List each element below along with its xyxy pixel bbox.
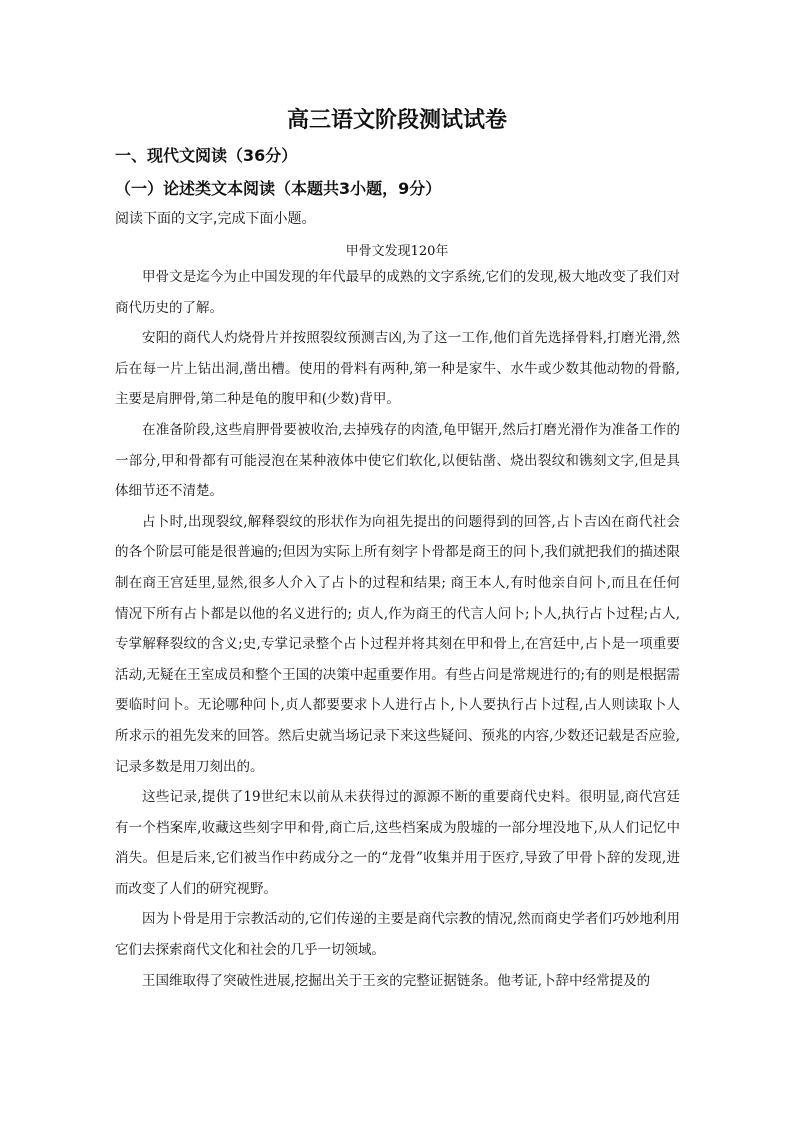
exam-title: 高三语文阶段测试试卷 (286, 107, 507, 133)
subsection-heading: （一）论述类文本阅读（本题共3小题，9分） (115, 179, 442, 198)
paragraph: 王国维取得了突破性进展,挖掘出关于王亥的完整证据链条。他考证,卜辞中经常提及的 (142, 972, 651, 989)
paragraph: 因为卜骨是用于宗教活动的,它们传递的主要是商代宗教的情况,然而商史学者们巧妙地利用它们去探索商代文化和社会的几乎一切领域。 (115, 911, 680, 959)
paragraph: 在准备阶段,这些肩胛骨要被收治,去掉残存的肉渣,龟甲锯开,然后打磨光滑作为准备工作的一部分,甲和骨都有可能浸泡在某种液体中使它们软化,以便钻凿、烧出裂纹和镌刻文字,但是具体细节还不清楚。 (115, 421, 680, 500)
article-title: 甲骨文发现120年 (345, 244, 449, 259)
article-body (115, 262, 680, 996)
paragraph: 安阳的商代人灼烧骨片并按照裂纹预测吉凶,为了这一工作,他们首先选择骨料,打磨光滑,然后在每一片上钻出洞,凿出槽。使用的骨料有两种,第一种是家牛、水牛或少数其他动物的骨骼,主要是肩胛骨,第二种是龟的腹甲和(少数)背甲。 (115, 330, 680, 408)
reading-instruction: 阅读下面的文字,完成下面小题。 (115, 211, 316, 227)
paragraph: 甲骨文是迄今为止中国发现的年代最早的成熟的文字系统,它们的发现,极大地改变了我们对商代历史的了解。 (115, 269, 680, 316)
paragraph: 占卜时,出现裂纹,解释裂纹的形状作为向祖先提出的问题得到的回答,占卜吉凶在商代社会的各个阶层可能是很普遍的;但因为实际上所有刻字卜骨都是商王的问卜,我们就把我们的描述限制在商王宫廷里,显然,很多人介入了占卜的过程和结果; 商王本人,有时他亲自问卜,而且在任何情况下所有占卜都是以他的名义进行的; 贞人,作为商王的代言人问卜;卜人,执行占卜过程;占人,专掌解释裂纹的含义;史,专掌记录整个占卜过程并将其刻在甲和骨上,在宫廷中,占卜是一项重要活动,无疑在王室成员和整个王国的决策中起重要作用。有些占问是常规进行的;有的则是根据需要临时问卜。无论哪种问卜,贞人都要要求卜人进行占卜,卜人要执行占卜过程,占人则读取卜人所求示的祖先发来的回答。然后史就当场记录下来这些疑问、预兆的内容,少数还记载是否应验,记录多数是用刀刻出的。 (115, 513, 680, 775)
paragraph: 这些记录,提供了19世纪末以前从未获得过的源源不断的重要商代史料。很明显,商代宫廷有一个档案库,收藏这些刻字甲和骨,商亡后,这些档案成为殷墟的一部分埋没地下,从人们记忆中消失。但是后来,它们被当作中药成分之一的“龙骨”收集并用于医疗,导致了甲骨卜辞的发现,进而改变了人们的研究视野。 (115, 789, 680, 897)
section-heading: 一、现代文阅读（36分） (115, 146, 298, 165)
